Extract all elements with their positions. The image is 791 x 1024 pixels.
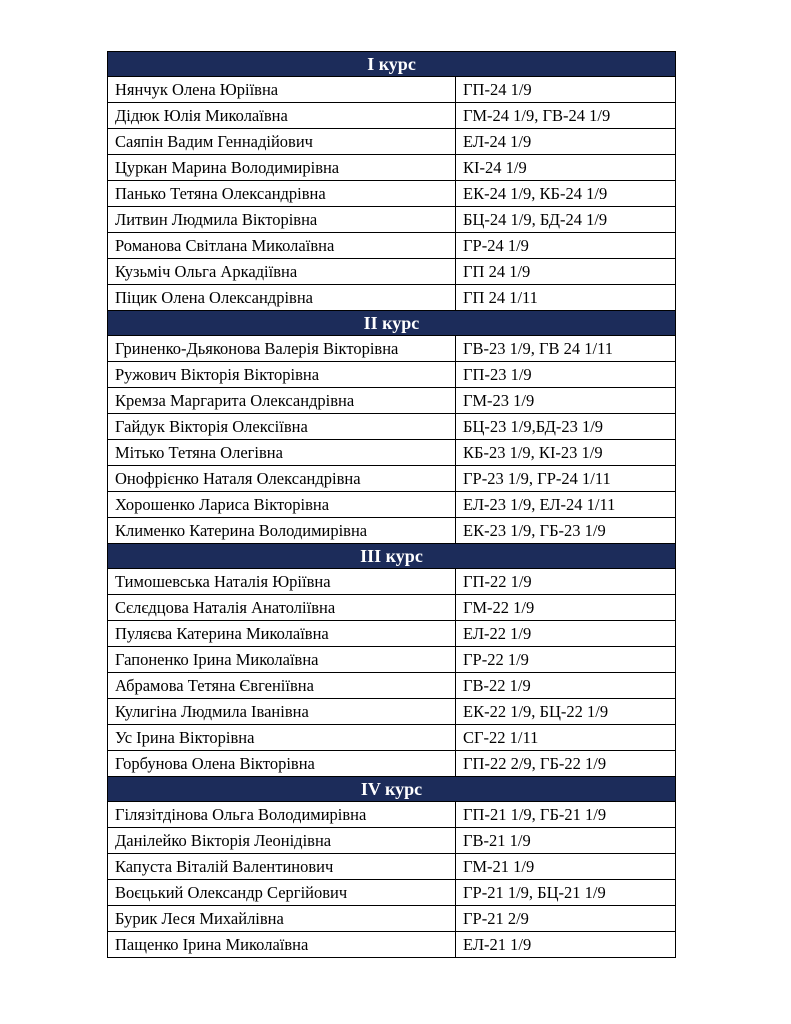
table-row bbox=[108, 207, 676, 233]
curator-name-cell: Кузьміч Ольга Аркадіївна bbox=[108, 259, 456, 285]
curator-name-cell: Нянчук Олена Юріївна bbox=[108, 77, 456, 103]
curator-name-cell: Ружович Вікторія Вікторівна bbox=[108, 362, 456, 388]
table-row bbox=[108, 828, 676, 854]
curators-table-body bbox=[108, 52, 676, 958]
group-codes-cell: СГ-22 1/11 bbox=[456, 725, 676, 751]
group-codes-cell: ГВ-21 1/9 bbox=[456, 828, 676, 854]
group-codes-cell: ЕЛ-24 1/9 bbox=[456, 129, 676, 155]
group-codes-cell: БЦ-24 1/9, БД-24 1/9 bbox=[456, 207, 676, 233]
curator-name-cell: Литвин Людмила Вікторівна bbox=[108, 207, 456, 233]
group-codes-cell: ЕЛ-23 1/9, ЕЛ-24 1/11 bbox=[456, 492, 676, 518]
curator-name-cell: Мітько Тетяна Олегівна bbox=[108, 440, 456, 466]
course-header-row bbox=[108, 52, 676, 77]
table-row bbox=[108, 854, 676, 880]
group-codes-cell: ЕК-24 1/9, КБ-24 1/9 bbox=[456, 181, 676, 207]
curator-name-cell: Дідюк Юлія Миколаївна bbox=[108, 103, 456, 129]
course-header: ІІ курс bbox=[108, 311, 676, 336]
table-row bbox=[108, 414, 676, 440]
course-header: I курс bbox=[108, 52, 676, 77]
curator-name-cell: Хорошенко Лариса Вікторівна bbox=[108, 492, 456, 518]
group-codes-cell: ГВ-22 1/9 bbox=[456, 673, 676, 699]
group-codes-cell: ГМ-24 1/9, ГВ-24 1/9 bbox=[456, 103, 676, 129]
curator-name-cell: Тимошевська Наталія Юріївна bbox=[108, 569, 456, 595]
group-codes-cell: ГМ-21 1/9 bbox=[456, 854, 676, 880]
group-codes-cell: ГР-24 1/9 bbox=[456, 233, 676, 259]
group-codes-cell: ГП-24 1/9 bbox=[456, 77, 676, 103]
table-row bbox=[108, 699, 676, 725]
group-codes-cell: ГВ-23 1/9, ГВ 24 1/11 bbox=[456, 336, 676, 362]
curator-name-cell: Капуста Віталій Валентинович bbox=[108, 854, 456, 880]
curator-name-cell: Данілейко Вікторія Леонідівна bbox=[108, 828, 456, 854]
group-codes-cell: ЕК-22 1/9, БЦ-22 1/9 bbox=[456, 699, 676, 725]
curator-name-cell: Кулигіна Людмила Іванівна bbox=[108, 699, 456, 725]
curator-name-cell: Пащенко Ірина Миколаївна bbox=[108, 932, 456, 958]
table-row bbox=[108, 285, 676, 311]
curator-name-cell: Пуляєва Катерина Миколаївна bbox=[108, 621, 456, 647]
curator-name-cell: Абрамова Тетяна Євгеніївна bbox=[108, 673, 456, 699]
table-row bbox=[108, 802, 676, 828]
curator-name-cell: Цуркан Марина Володимирівна bbox=[108, 155, 456, 181]
curators-table bbox=[107, 51, 676, 958]
group-codes-cell: ГР-23 1/9, ГР-24 1/11 bbox=[456, 466, 676, 492]
table-row bbox=[108, 906, 676, 932]
group-codes-cell: КІ-24 1/9 bbox=[456, 155, 676, 181]
table-row bbox=[108, 77, 676, 103]
group-codes-cell: ГП-22 2/9, ГБ-22 1/9 bbox=[456, 751, 676, 777]
table-row bbox=[108, 595, 676, 621]
group-codes-cell: ГР-22 1/9 bbox=[456, 647, 676, 673]
curator-name-cell: Піцик Олена Олександрівна bbox=[108, 285, 456, 311]
group-codes-cell: ГП-21 1/9, ГБ-21 1/9 bbox=[456, 802, 676, 828]
course-header-row bbox=[108, 311, 676, 336]
table-row bbox=[108, 647, 676, 673]
table-row bbox=[108, 336, 676, 362]
course-header-row bbox=[108, 544, 676, 569]
table-row bbox=[108, 621, 676, 647]
table-row bbox=[108, 362, 676, 388]
table-row bbox=[108, 259, 676, 285]
table-row bbox=[108, 673, 676, 699]
group-codes-cell: ГП 24 1/9 bbox=[456, 259, 676, 285]
curator-name-cell: Гілязітдінова Ольга Володимирівна bbox=[108, 802, 456, 828]
curator-name-cell: Клименко Катерина Володимирівна bbox=[108, 518, 456, 544]
curator-name-cell: Горбунова Олена Вікторівна bbox=[108, 751, 456, 777]
table-row bbox=[108, 388, 676, 414]
table-row bbox=[108, 233, 676, 259]
curator-name-cell: Бурик Леся Михайлівна bbox=[108, 906, 456, 932]
curator-name-cell: Сєлєдцова Наталія Анатоліївна bbox=[108, 595, 456, 621]
table-row bbox=[108, 155, 676, 181]
curator-name-cell: Саяпін Вадим Геннадійович bbox=[108, 129, 456, 155]
group-codes-cell: ЕЛ-22 1/9 bbox=[456, 621, 676, 647]
table-row bbox=[108, 466, 676, 492]
course-header: IV курс bbox=[108, 777, 676, 802]
curator-name-cell: Воєцький Олександр Сергійович bbox=[108, 880, 456, 906]
group-codes-cell: КБ-23 1/9, КІ-23 1/9 bbox=[456, 440, 676, 466]
table-row bbox=[108, 932, 676, 958]
group-codes-cell: ГП-23 1/9 bbox=[456, 362, 676, 388]
table-row bbox=[108, 751, 676, 777]
group-codes-cell: ГМ-22 1/9 bbox=[456, 595, 676, 621]
curator-name-cell: Ус Ірина Вікторівна bbox=[108, 725, 456, 751]
group-codes-cell: ГП 24 1/11 bbox=[456, 285, 676, 311]
curator-name-cell: Гапоненко Ірина Миколаївна bbox=[108, 647, 456, 673]
table-row bbox=[108, 440, 676, 466]
course-header-row bbox=[108, 777, 676, 802]
group-codes-cell: ЕЛ-21 1/9 bbox=[456, 932, 676, 958]
curator-name-cell: Романова Світлана Миколаївна bbox=[108, 233, 456, 259]
curator-name-cell: Гайдук Вікторія Олексіївна bbox=[108, 414, 456, 440]
curator-name-cell: Онофрієнко Наталя Олександрівна bbox=[108, 466, 456, 492]
group-codes-cell: ГМ-23 1/9 bbox=[456, 388, 676, 414]
group-codes-cell: ГП-22 1/9 bbox=[456, 569, 676, 595]
table-row bbox=[108, 569, 676, 595]
group-codes-cell: ЕК-23 1/9, ГБ-23 1/9 bbox=[456, 518, 676, 544]
group-codes-cell: БЦ-23 1/9,БД-23 1/9 bbox=[456, 414, 676, 440]
group-codes-cell: ГР-21 2/9 bbox=[456, 906, 676, 932]
group-codes-cell: ГР-21 1/9, БЦ-21 1/9 bbox=[456, 880, 676, 906]
table-row bbox=[108, 725, 676, 751]
table-row bbox=[108, 880, 676, 906]
table-row bbox=[108, 518, 676, 544]
curator-name-cell: Гриненко-Дьяконова Валерія Вікторівна bbox=[108, 336, 456, 362]
table-row bbox=[108, 129, 676, 155]
course-header: ІІІ курс bbox=[108, 544, 676, 569]
table-row bbox=[108, 103, 676, 129]
table-row bbox=[108, 492, 676, 518]
table-row bbox=[108, 181, 676, 207]
curator-name-cell: Кремза Маргарита Олександрівна bbox=[108, 388, 456, 414]
curator-name-cell: Панько Тетяна Олександрівна bbox=[108, 181, 456, 207]
